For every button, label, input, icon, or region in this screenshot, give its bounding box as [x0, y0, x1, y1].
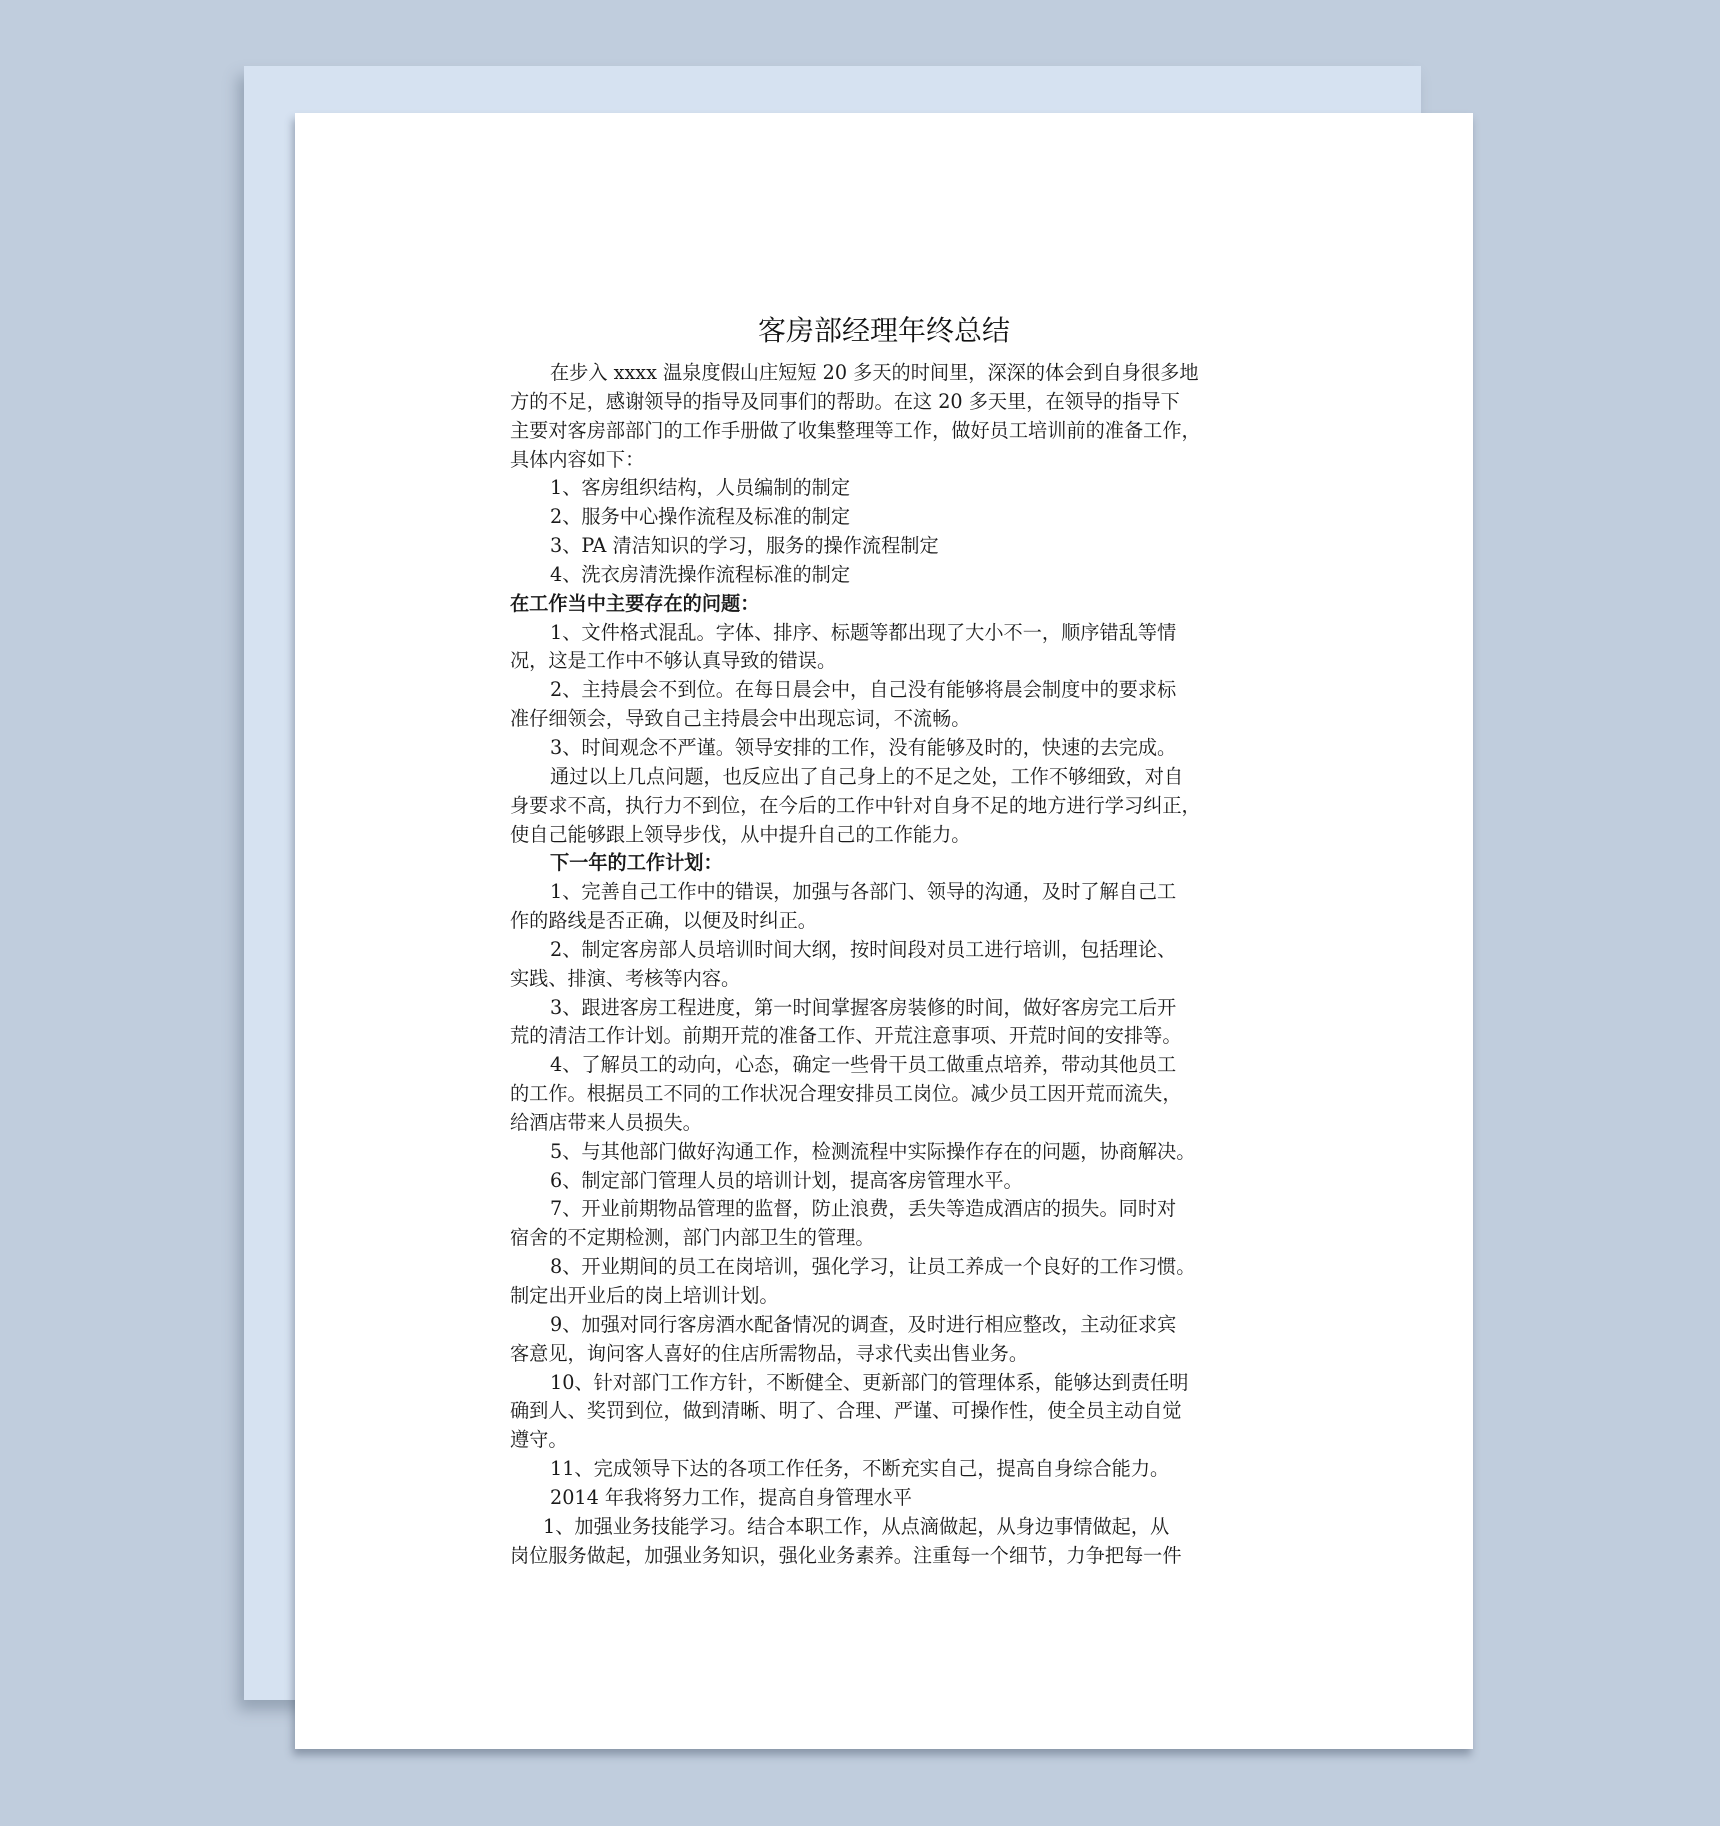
paragraph-line: 方的不足，感谢领导的指导及同事们的帮助。在这 20 多天里，在领导的指导下	[510, 389, 1180, 413]
paragraph-line: 身要求不高，执行力不到位，在今后的工作中针对自身不足的地方进行学习纠正，	[510, 793, 1201, 817]
paragraph-line: 宿舍的不定期检测，部门内部卫生的管理。	[510, 1226, 875, 1250]
paragraph-line: 10、针对部门工作方针，不断健全、更新部门的管理体系，能够达到责任明	[550, 1370, 1189, 1394]
paragraph-line: 况，这是工作中不够认真导致的错误。	[510, 649, 837, 673]
paragraph-line: 的工作。根据员工不同的工作状况合理安排员工岗位。减少员工因开荒而流失，	[510, 1082, 1182, 1106]
paragraph-line: 2、制定客房部人员培训时间大纲，按时间段对员工进行培训，包括理论、	[550, 937, 1177, 961]
paragraph-line: 3、PA 清洁知识的学习，服务的操作流程制定	[550, 534, 939, 558]
paragraph-line: 5、与其他部门做好沟通工作，检测流程中实际操作存在的问题，协商解决。	[550, 1139, 1196, 1163]
paragraph-line: 8、开业期间的员工在岗培训，强化学习，让员工养成一个良好的工作习惯。	[550, 1255, 1196, 1279]
paragraph-line: 作的路线是否正确，以便及时纠正。	[510, 909, 817, 933]
paragraph-line: 4、洗衣房清洗操作流程标准的制定	[550, 562, 851, 586]
paragraph-line: 客意见，询问客人喜好的住店所需物品，寻求代卖出售业务。	[510, 1341, 1029, 1365]
paragraph-line: 3、跟进客房工程进度，第一时间掌握客房装修的时间，做好客房完工后开	[550, 995, 1177, 1019]
paragraph-line: 2014 年我将努力工作，提高自身管理水平	[550, 1485, 912, 1509]
paragraph-line: 6、制定部门管理人员的培训计划，提高客房管理水平。	[550, 1168, 1023, 1192]
paragraph-line: 9、加强对同行客房酒水配备情况的调查，及时进行相应整改，主动征求宾	[550, 1312, 1177, 1336]
document-body	[510, 359, 1280, 1570]
paragraph-line: 2、主持晨会不到位。在每日晨会中，自己没有能够将晨会制度中的要求标	[550, 678, 1177, 702]
paragraph-line: 1、客房组织结构，人员编制的制定	[550, 476, 851, 500]
paragraph-line: 荒的清洁工作计划。前期开荒的准备工作、开荒注意事项、开荒时间的安排等。	[510, 1024, 1182, 1048]
paragraph-line: 1、加强业务技能学习。结合本职工作，从点滴做起，从身边事情做起，从	[543, 1514, 1170, 1538]
paragraph-line: 使自己能够跟上领导步伐，从中提升自己的工作能力。	[510, 822, 971, 846]
paragraph-line: 实践、排演、考核等内容。	[510, 966, 741, 990]
paragraph-line: 通过以上几点问题，也反应出了自己身上的不足之处，工作不够细致，对自	[550, 764, 1184, 788]
paragraph-line: 制定出开业后的岗上培训计划。	[510, 1284, 779, 1307]
paragraph-line: 2、服务中心操作流程及标准的制定	[550, 505, 851, 529]
paragraph-line: 岗位服务做起，加强业务知识，强化业务素养。注重每一个细节，力争把每一件	[510, 1543, 1182, 1567]
paragraph-line: 11、完成领导下达的各项工作任务，不断充实自己，提高自身综合能力。	[550, 1457, 1170, 1481]
paragraph-line: 3、时间观念不严谨。领导安排的工作，没有能够及时的，快速的去完成。	[550, 735, 1177, 759]
paragraph-line: 遵守。	[510, 1428, 568, 1452]
document-title: 客房部经理年终总结	[757, 314, 1010, 347]
paragraph-line: 主要对客房部部门的工作手册做了收集整理等工作，做好员工培训前的准备工作，	[510, 418, 1201, 442]
paragraph-line: 1、完善自己工作中的错误，加强与各部门、领导的沟通，及时了解自己工	[550, 880, 1177, 904]
paragraph-line: 具体内容如下：	[510, 447, 645, 471]
paragraph-line: 7、开业前期物品管理的监督，防止浪费，丢失等造成酒店的损失。同时对	[550, 1197, 1177, 1221]
document-page	[295, 113, 1473, 1749]
paragraph-line: 给酒店带来人员损失。	[510, 1110, 702, 1134]
paragraph-line: 准仔细领会，导致自己主持晨会中出现忘词，不流畅。	[510, 707, 971, 731]
section-heading-line: 在工作当中主要存在的问题：	[510, 591, 760, 615]
paragraph-line: 4、了解员工的动向，心态，确定一些骨干员工做重点培养，带动其他员工	[550, 1053, 1177, 1077]
section-heading-line: 下一年的工作计划：	[550, 851, 723, 875]
paragraph-line: 确到人、奖罚到位，做到清晰、明了、合理、严谨、可操作性，使全员主动自觉	[510, 1399, 1182, 1423]
paragraph-line: 在步入 xxxx 温泉度假山庄短短 20 多天的时间里，深深的体会到自身很多地	[550, 361, 1199, 384]
paragraph-line: 1、文件格式混乱。字体、排序、标题等都出现了大小不一，顺序错乱等情	[550, 620, 1177, 644]
